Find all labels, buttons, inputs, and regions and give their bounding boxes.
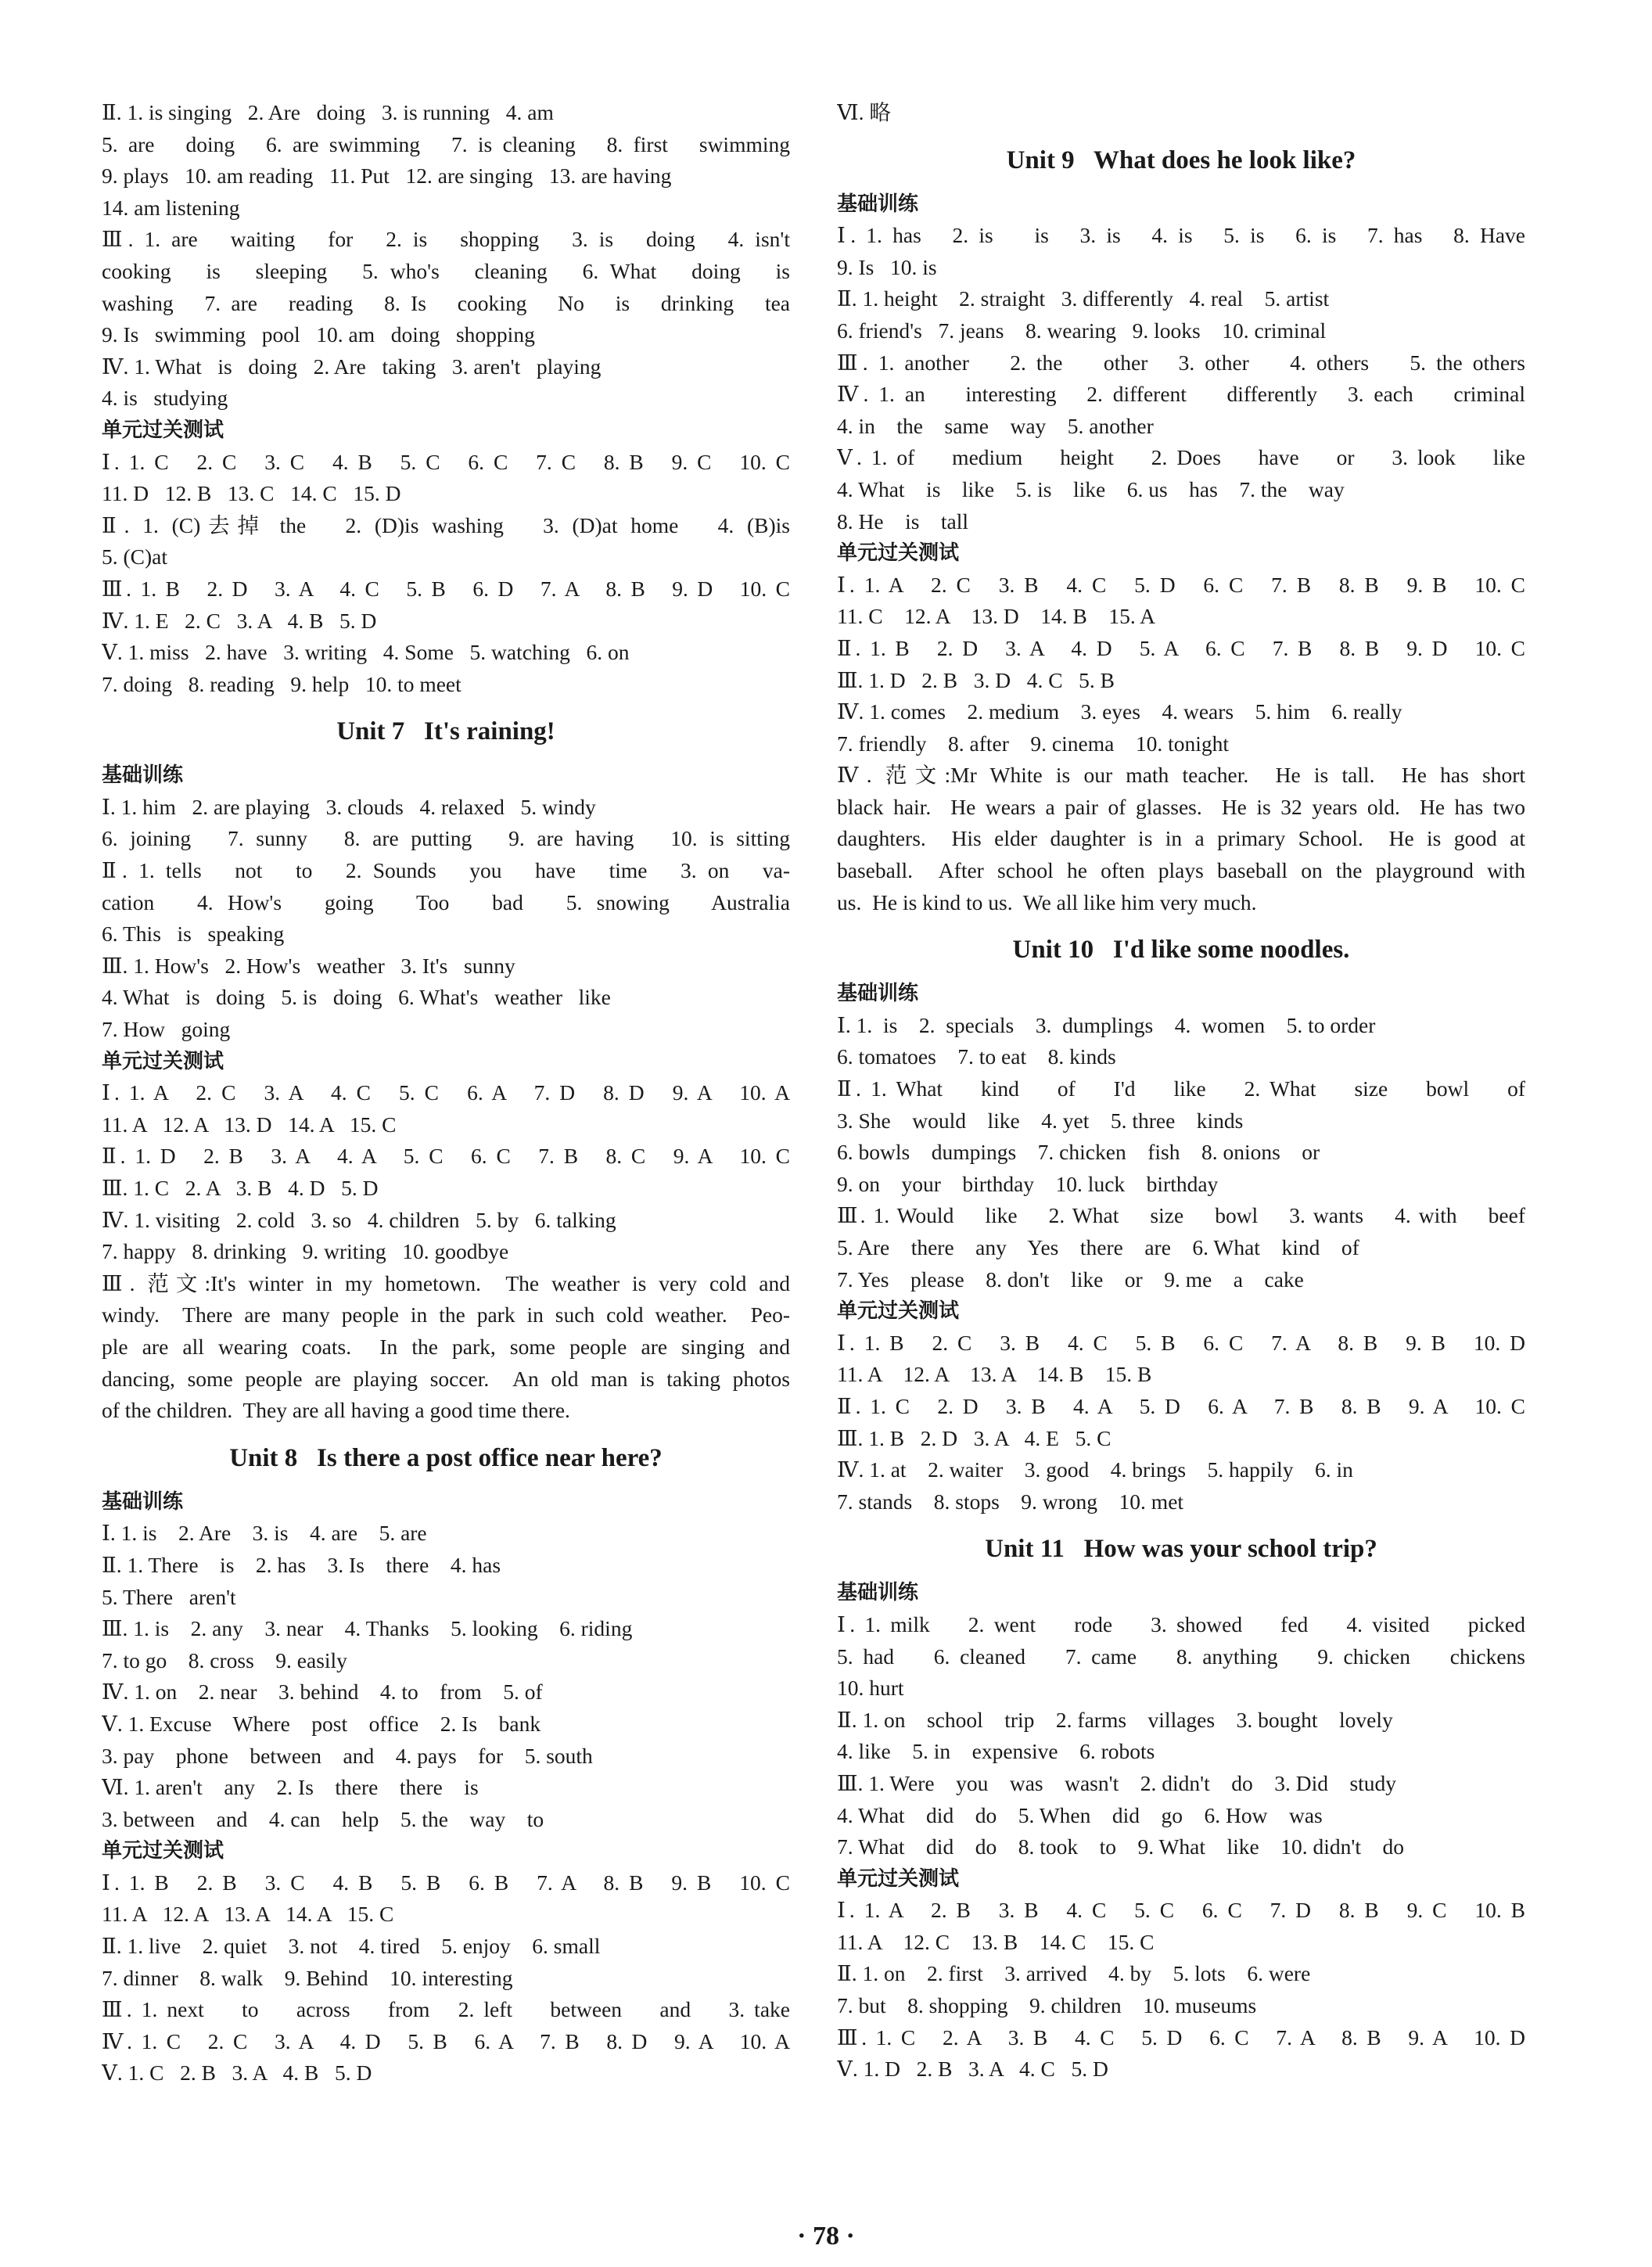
unit-heading: Unit 11 How was your school trip? [985,1535,1377,1564]
unit-heading: Unit 7 It's raining! [336,717,555,746]
answer-line: Ⅰ. 1. A 2. C 3. B 4. C 5. D 6. C 7. B 8. B 9. B 10. C [837,572,1525,597]
answer-line: Ⅲ. 1. How's 2. How's weather 3. It's sunny [102,953,515,978]
answer-line: 7. friendly 8. after 9. cinema 10. tonight [837,731,1229,756]
answer-line: ple are all wearing coats. In the park, some people are singing and [102,1334,790,1359]
answer-line: 7. dinner 8. walk 9. Behind 10. interesting [102,1965,513,1990]
section-heading: 单元过关测试 [102,418,224,442]
answer-line: Ⅲ. 1. another 2. the other 3. other 4. others 5. the others [837,350,1525,375]
unit-heading: Unit 9 What does he look like? [1006,146,1356,174]
answer-line: 7. What did do 8. took to 9. What like 10. didn't do [837,1834,1405,1859]
answer-line: black hair. He wears a pair of glasses. He is 32 years old. He has two [837,794,1525,819]
answer-line: us. He is kind to us. We all like him very much. [837,889,1257,914]
answer-line: daughters. His elder daughter is in a primary School. He is good at [837,826,1525,851]
answer-line: Ⅱ. 1. height 2. straight 3. differently 4. real 5. artist [837,286,1330,311]
answer-line: Ⅴ. 1. miss 2. have 3. writing 4. Some 5. watching 6. on [102,640,630,665]
answer-line: 6. joining 7. sunny 8. are putting 9. are having 10. is sitting [102,826,790,851]
answer-line: Ⅴ. 1. of medium height 2. Does have or 3. look like [837,445,1525,470]
answer-line: 7. stands 8. stops 9. wrong 10. met [837,1489,1184,1514]
section-heading: 单元过关测试 [102,1839,224,1863]
answer-line: Ⅲ. 1. next to across from 2. left between and 3. take [102,1997,790,2022]
answer-line: 9. plays 10. am reading 11. Put 12. are singing 13. are having [102,163,672,189]
answer-line: 4. What is like 5. is like 6. us has 7. the way [837,476,1345,501]
section-heading: 基础训练 [102,1489,184,1514]
answer-line: Ⅲ. 1. C 2. A 3. B 4. C 5. D 6. C 7. A 8. B 9. A 10. D [837,2024,1525,2050]
answer-line: Ⅵ. 1. aren't any 2. Is there there is [102,1775,479,1800]
answer-line: 4. is studying [102,386,228,411]
answer-line: Ⅰ. 1. A 2. C 3. A 4. C 5. C 6. A 7. D 8. D 9. A 10. A [102,1080,790,1105]
answer-line: Ⅰ. 1. B 2. B 3. C 4. B 5. B 6. B 7. A 8. B 9. B 10. C [102,1870,790,1895]
answer-line: Ⅱ. 1. on school trip 2. farms villages 3. bought lovely [837,1707,1393,1732]
answer-line: 9. Is swimming pool 10. am doing shopping [102,322,535,347]
answer-line: Ⅱ. 1. live 2. quiet 3. not 4. tired 5. enjoy 6. small [102,1934,601,1959]
answer-line: Ⅰ. 1. is 2. Are 3. is 4. are 5. are [102,1521,427,1546]
section-heading: 单元过关测试 [102,1049,224,1073]
answer-line: Ⅱ. 1. on 2. first 3. arrived 4. by 5. lots 6. were [837,1961,1311,1986]
answer-line: Ⅰ. 1. is 2. specials 3. dumplings 4. women 5. to order [837,1012,1376,1037]
answer-line: Ⅴ. 1. D 2. B 3. A 4. C 5. D [837,2057,1108,2082]
answer-line: Ⅱ. 1. There is 2. has 3. Is there 4. has [102,1552,501,1577]
answer-line: Ⅱ. 1. (C)去掉 the 2. (D)is washing 3. (D)at home 4. (B)is [102,512,790,537]
answer-line: 7. doing 8. reading 9. help 10. to meet [102,671,461,696]
section-heading: 基础训练 [837,982,919,1006]
answer-line: Ⅲ. 1. is 2. any 3. near 4. Thanks 5. looking 6. riding [102,1616,633,1641]
answer-line: Ⅱ. 1. tells not to 2. Sounds you have time 3. on va- [102,858,790,883]
answer-line: 11. A 12. C 13. B 14. C 15. C [837,1929,1155,1954]
answer-line: 14. am listening [102,195,240,220]
answer-line: Ⅲ. 1. D 2. B 3. D 4. C 5. B [837,667,1115,692]
answer-line: 5. are doing 6. are swimming 7. is cleaning 8. first swimming [102,131,790,156]
answer-line: 4. in the same way 5. another [837,413,1154,438]
answer-line: Ⅳ. 范文:Mr White is our math teacher. He is tall. He has short [837,763,1525,788]
answer-line: Ⅰ. 1. has 2. is is 3. is 4. is 5. is 6. is 7. has 8. Have [837,223,1525,248]
answer-line: Ⅳ. 1. comes 2. medium 3. eyes 4. wears 5. him 6. really [837,699,1402,724]
answer-line: 10. hurt [837,1676,904,1701]
answer-line: Ⅰ. 1. B 2. C 3. B 4. C 5. B 6. C 7. A 8. B 9. B 10. D [837,1330,1525,1355]
answer-line: baseball. After school he often plays baseball on the playground with [837,858,1525,883]
answer-line: 4. What is doing 5. is doing 6. What's weather like [102,985,611,1010]
answer-line: 9. on your birthday 10. luck birthday [837,1171,1219,1196]
answer-line: windy. There are many people in the park in such cold weather. Peo- [102,1302,790,1328]
answer-line: Ⅱ. 1. D 2. B 3. A 4. A 5. C 6. C 7. B 8. C 9. A 10. C [102,1144,790,1169]
unit-heading: Unit 10 I'd like some noodles. [1012,936,1350,965]
answer-line: Ⅲ. 1. C 2. A 3. B 4. D 5. D [102,1176,379,1200]
answer-line: 3. pay phone between and 4. pays for 5. south [102,1743,593,1768]
answer-line: Ⅱ. 1. is singing 2. Are doing 3. is running 4. am [102,100,554,124]
answer-line: 3. She would like 4. yet 5. three kinds [837,1108,1244,1133]
answer-line: Ⅵ. 略 [837,100,891,124]
answer-line: 6. bowls dumpings 7. chicken fish 8. onions or [837,1140,1320,1165]
section-heading: 单元过关测试 [837,541,960,566]
left-column [102,97,790,2089]
answer-line: Ⅳ. 1. C 2. C 3. A 4. D 5. B 6. A 7. B 8. D 9. A 10. A [102,2028,790,2053]
answer-line: 11. A 12. A 13. A 14. A 15. C [102,1902,394,1927]
answer-line: Ⅴ. 1. C 2. B 3. A 4. B 5. D [102,2060,372,2086]
section-heading: 单元过关测试 [837,1866,960,1891]
answer-line: 7. How going [102,1017,231,1042]
answer-line: of the children. They are all having a good time there. [102,1398,570,1423]
answer-line: Ⅳ. 1. an interesting 2. different differently 3. each criminal [837,382,1525,407]
section-heading: 单元过关测试 [837,1299,960,1324]
answer-line: 7. but 8. shopping 9. children 10. museums [837,1993,1257,2018]
answer-line: Ⅰ. 1. C 2. C 3. C 4. B 5. C 6. C 7. C 8. B 9. C 10. C [102,449,790,474]
answer-line: Ⅲ. 1. are waiting for 2. is shopping 3. is doing 4. isn't [102,227,790,252]
answer-line: Ⅳ. 1. E 2. C 3. A 4. B 5. D [102,608,377,633]
answer-line: Ⅳ. 1. visiting 2. cold 3. so 4. children 5. by 6. talking [102,1207,616,1232]
answer-line: Ⅳ. 1. What is doing 2. Are taking 3. aren't playing [102,354,602,379]
section-heading: 基础训练 [837,192,919,216]
answer-line: Ⅳ. 1. on 2. near 3. behind 4. to from 5. of [102,1680,543,1705]
answer-line: Ⅳ. 1. at 2. waiter 3. good 4. brings 5. happily 6. in [837,1457,1353,1482]
answer-line: 7. to go 8. cross 9. easily [102,1647,347,1672]
answer-line: Ⅴ. 1. Excuse Where post office 2. Is bank [102,1711,541,1736]
answer-line: 11. A 12. A 13. D 14. A 15. C [102,1112,397,1137]
unit-heading: Unit 8 Is there a post office near here? [229,1443,663,1472]
answer-line: Ⅲ. 范文:It's winter in my hometown. The weather is very cold and [102,1270,790,1295]
answer-line: 4. like 5. in expensive 6. robots [837,1739,1155,1764]
answer-line: 7. happy 8. drinking 9. writing 10. goodbye [102,1239,509,1264]
answer-line: 8. He is tall [837,508,969,534]
answer-line: Ⅱ. 1. C 2. D 3. B 4. A 5. D 6. A 7. B 8. B 9. A 10. C [837,1393,1525,1418]
answer-line: 6. friend's 7. jeans 8. wearing 9. looks 10. criminal [837,318,1327,343]
answer-line: 11. A 12. A 13. A 14. B 15. B [837,1362,1152,1387]
answer-line: washing 7. are reading 8. Is cooking No is drinking tea [102,290,790,315]
answer-line: 6. tomatoes 7. to eat 8. kinds [837,1044,1116,1069]
answer-line: Ⅰ. 1. him 2. are playing 3. clouds 4. relaxed 5. windy [102,794,596,819]
answer-line: 11. C 12. A 13. D 14. B 15. A [837,604,1155,629]
answer-line: Ⅲ. 1. B 2. D 3. A 4. E 5. C [837,1425,1112,1450]
answer-line: 5. Are there any Yes there are 6. What kind of [837,1235,1359,1259]
right-column [837,97,1525,2086]
answer-line: Ⅰ. 1. milk 2. went rode 3. showed fed 4. visited picked [837,1611,1525,1636]
section-heading: 基础训练 [837,1581,919,1605]
answer-line: 4. What did do 5. When did go 6. How was [837,1802,1323,1827]
answer-line: Ⅰ. 1. A 2. B 3. B 4. C 5. C 6. C 7. D 8. B 9. C 10. B [837,1898,1525,1923]
answer-line: 6. This is speaking [102,922,285,947]
answer-line: Ⅲ. 1. Would like 2. What size bowl 3. wants 4. with beef [837,1203,1525,1228]
answer-line: Ⅱ. 1. B 2. D 3. A 4. D 5. A 6. C 7. B 8. B 9. D 10. C [837,635,1525,660]
answer-line: Ⅲ. 1. Were you was wasn't 2. didn't do 3. Did study [837,1770,1397,1795]
answer-line: Ⅲ. 1. B 2. D 3. A 4. C 5. B 6. D 7. A 8. B 9. D 10. C [102,576,790,601]
answer-line: 3. between and 4. can help 5. the way to [102,1806,544,1831]
answer-line: 5. (C)at [102,544,168,569]
answer-line: dancing, some people are playing soccer. An old man is taking photos [102,1366,790,1391]
section-heading: 基础训练 [102,763,184,788]
answer-line: 5. had 6. cleaned 7. came 8. anything 9. chicken chickens [837,1644,1525,1669]
answer-line: 7. Yes please 8. don't like or 9. me a cake [837,1266,1304,1292]
answer-line: cooking is sleeping 5. who's cleaning 6. What doing is [102,258,790,283]
answer-line: cation 4. How's going Too bad 5. snowing Australia [102,889,790,914]
answer-line: Ⅱ. 1. What kind of I'd like 2. What size bowl of [837,1076,1525,1101]
answer-line: 9. Is 10. is [837,254,937,279]
answer-line: 5. There aren't [102,1584,236,1609]
answer-line: 11. D 12. B 13. C 14. C 15. D [102,481,401,506]
page-number: · 78 · [797,2222,855,2251]
